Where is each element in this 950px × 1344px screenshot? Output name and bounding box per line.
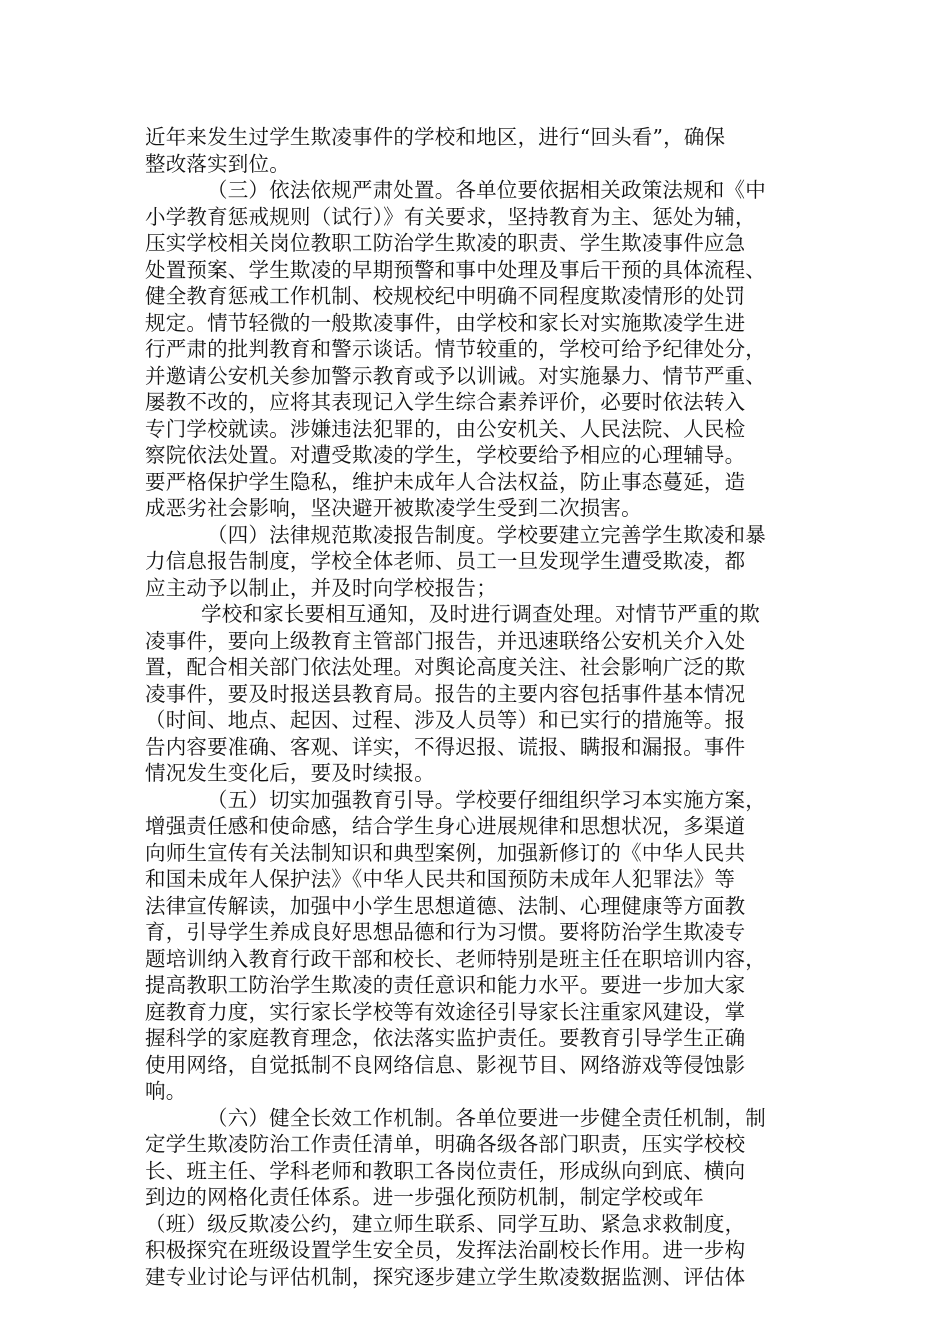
text-line: 建专业讨论与评估机制，探究逐步建立学生欺凌数据监测、评估体 xyxy=(145,1264,746,1289)
text-line: 提高教职工防治学生欺凌的责任意识和能力水平。要进一步加大家 xyxy=(145,973,746,997)
text-line: 成恶劣社会影响，坚决避开被欺凌学生受到二次损害。 xyxy=(145,496,642,520)
text-line: 健全教育惩戒工作机制、校规校纪中明确不同程度欺凌情形的处罚 xyxy=(145,284,746,308)
text-line: 响。 xyxy=(145,1079,187,1103)
text-line: 到边的网格化责任体系。进一步强化预防机制，制定学校或年 xyxy=(145,1185,704,1209)
text-line: 行严肃的批判教育和警示谈话。情节较重的，学校可给予纪律处分， xyxy=(145,337,766,361)
text-line: 小学教育惩戒规则（试行）》有关要求，坚持教育为主、惩处为辅， xyxy=(145,204,756,229)
text-line: 压实学校相关岗位教职工防治学生欺凌的职责、学生欺凌事件应急 xyxy=(145,231,746,255)
text-line: 屡教不改的，应将其表现记入学生综合素养评价，必要时依法转入 xyxy=(145,390,746,414)
text-line: 使用网络，自觉抵制不良网络信息、影视节目、网络游戏等侵蚀影 xyxy=(145,1052,746,1077)
text-line: 置，配合相关部门依法处理。对舆论高度关注、社会影响广泛的欺 xyxy=(145,655,746,679)
text-line: 握科学的家庭教育理念，依法落实监护责任。要教育引导学生正确 xyxy=(145,1026,746,1050)
text-line: 增强责任感和使命感，结合学生身心进展规律和思想状况，多渠道 xyxy=(145,814,746,838)
text-line: 力信息报告制度，学校全体老师、员工一旦发现学生遭受欺凌，都 xyxy=(145,549,746,573)
text-line: 告内容要准确、客观、详实，不得迟报、谎报、瞒报和漏报。事件 xyxy=(145,734,746,759)
text-line: 育，引导学生养成良好思想品德和行为习惯。要将防治学生欺凌专 xyxy=(145,920,746,944)
text-line: 处置预案、学生欺凌的早期预警和事中处理及事后干预的具体流程、 xyxy=(145,257,766,282)
text-line: （班）级反欺凌公约，建立师生联系、同学互助、紧急求救制度， xyxy=(145,1211,746,1236)
text-line: 和国未成年人保护法》《中华人民共和国预防未成年人犯罪法》等 xyxy=(145,867,736,891)
text-line: 并邀请公安机关参加警示教育或予以训诫。对实施暴力、情节严重、 xyxy=(145,363,766,388)
text-line: 要严格保护学生隐私，维护未成年人合法权益，防止事态蔓延，造 xyxy=(145,469,746,494)
text-line: 向师生宣传有关法制知识和典型案例，加强新修订的《中华人民共 xyxy=(145,840,746,865)
section-3-heading-line: （三）依法依规严肃处置。各单位要依据相关政策法规和《中 xyxy=(207,178,766,202)
text-line: 积极探究在班级设置学生安全员，发挥法治副校长作用。进一步构 xyxy=(145,1238,746,1262)
text-line: 凌事件，要及时报送县教育局。报告的主要内容包括事件基本情况 xyxy=(145,681,746,706)
text-line: 定学生欺凌防治工作责任清单，明确各级各部门职责，压实学校校 xyxy=(145,1132,746,1156)
text-line: （时间、地点、起因、过程、涉及人员等）和已实行的措施等。报 xyxy=(145,708,746,732)
text-line: 专门学校就读。涉嫌违法犯罪的，由公安机关、人民法院、人民检 xyxy=(145,416,746,441)
section-6-heading-line: （六）健全长效工作机制。各单位要进一步健全责任机制，制 xyxy=(207,1105,766,1130)
text-line: 应主动予以制止，并及时向学校报告； xyxy=(145,575,497,600)
text-line: 近年来发生过学生欺凌事件的学校和地区，进行“回头看”，确保 xyxy=(145,125,726,149)
text-line: 察院依法处置。对遭受欺凌的学生，学校要给予相应的心理辅导。 xyxy=(145,443,746,467)
text-line: 情况发生变化后，要及时续报。 xyxy=(145,761,435,785)
document-body xyxy=(145,124,810,1290)
text-line: 整改落实到位。 xyxy=(145,151,290,176)
text-line: 凌事件，要向上级教育主管部门报告，并迅速联络公安机关介入处 xyxy=(145,628,746,653)
text-line: 规定。情节轻微的一般欺凌事件，由学校和家长对实施欺凌学生进 xyxy=(145,310,746,335)
section-5-heading-line: （五）切实加强教育引导。学校要仔细组织学习本实施方案， xyxy=(207,787,766,812)
section-4-heading-line: （四）法律规范欺凌报告制度。学校要建立完善学生欺凌和暴 xyxy=(207,522,766,547)
text-line: 庭教育力度，实行家长学校等有效途径引导家长注重家风建设，掌 xyxy=(145,999,746,1024)
text-line: 法律宣传解读，加强中小学生思想道德、法制、心理健康等方面教 xyxy=(145,893,746,918)
text-line: 题培训纳入教育行政干部和校长、老师特别是班主任在职培训内容， xyxy=(145,946,766,971)
paragraph-start-line: 学校和家长要相互通知，及时进行调查处理。对情节严重的欺 xyxy=(201,602,760,626)
text-line: 长、班主任、学科老师和教职工各岗位责任，形成纵向到底、横向 xyxy=(145,1158,746,1183)
